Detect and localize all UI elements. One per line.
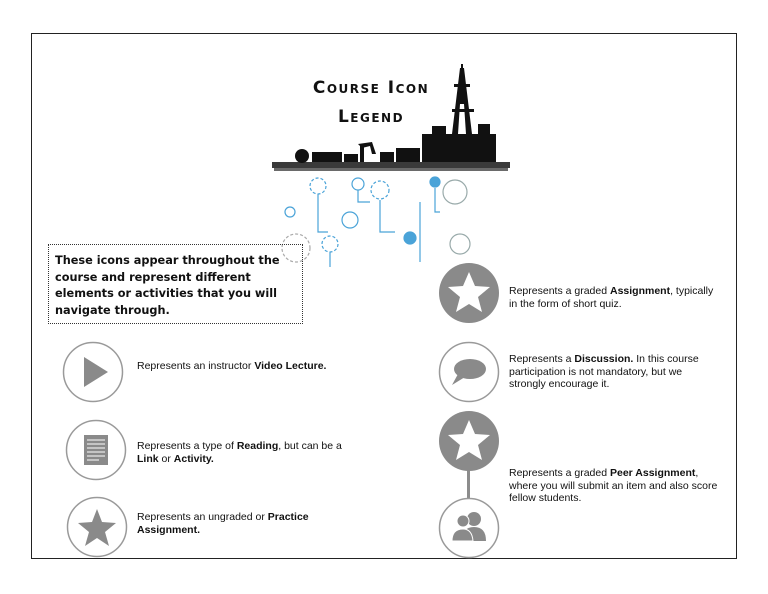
reading-desc xyxy=(137,440,352,465)
assignment-desc-bold: Assignment xyxy=(609,285,671,297)
assignment-desc-post: , typically in the form of short quiz. xyxy=(509,285,714,310)
discussion-desc xyxy=(509,353,719,391)
peer-desc-bold: Peer Assignment xyxy=(609,467,696,479)
star-icon xyxy=(438,262,500,324)
practice-desc-bold: Practice Assignment. xyxy=(137,511,309,536)
title-line-1: Course Icon xyxy=(312,78,430,98)
page-title xyxy=(286,74,456,132)
document-icon xyxy=(65,419,127,481)
discussion-desc-bold: Discussion. xyxy=(574,353,634,365)
reading-desc-text: Represents a type of xyxy=(137,440,237,452)
star-icon xyxy=(66,496,128,558)
reading-desc-link: Link xyxy=(137,452,159,465)
reading-desc-activity: Activity. xyxy=(173,452,214,465)
play-icon xyxy=(62,341,124,403)
video-desc-text: Represents an instructor xyxy=(137,360,255,372)
peer-desc-text: Represents a graded xyxy=(509,467,610,479)
reading-desc-bold: Reading xyxy=(236,440,279,452)
peer-assignment-desc xyxy=(509,467,719,505)
discussion-desc-post: In this course participation is not mandatory, but we strongly encourage it. xyxy=(509,353,699,390)
speech-bubble-icon xyxy=(438,341,500,403)
video-desc-bold: Video Lecture. xyxy=(254,360,327,372)
star-icon xyxy=(438,410,500,472)
reading-desc-or: or xyxy=(158,452,174,465)
gears-decoration xyxy=(270,172,490,272)
practice-desc-text: Represents an ungraded or xyxy=(137,511,268,523)
discussion-desc-text: Represents a xyxy=(509,353,575,365)
title-line-2: Legend xyxy=(337,107,405,127)
video-lecture-desc xyxy=(137,360,367,373)
assignment-desc xyxy=(509,285,719,310)
reading-desc-mid: , but can be a xyxy=(278,440,342,452)
intro-text: These icons appear throughout the course and represent different elements or activities that you will navigate through. xyxy=(48,244,303,324)
peer-connector xyxy=(467,470,470,500)
peer-desc-post: , where you will submit an item and also score fellow students. xyxy=(509,467,718,504)
assignment-desc-text: Represents a graded xyxy=(509,285,610,297)
people-icon xyxy=(438,497,500,559)
practice-desc xyxy=(137,511,352,536)
